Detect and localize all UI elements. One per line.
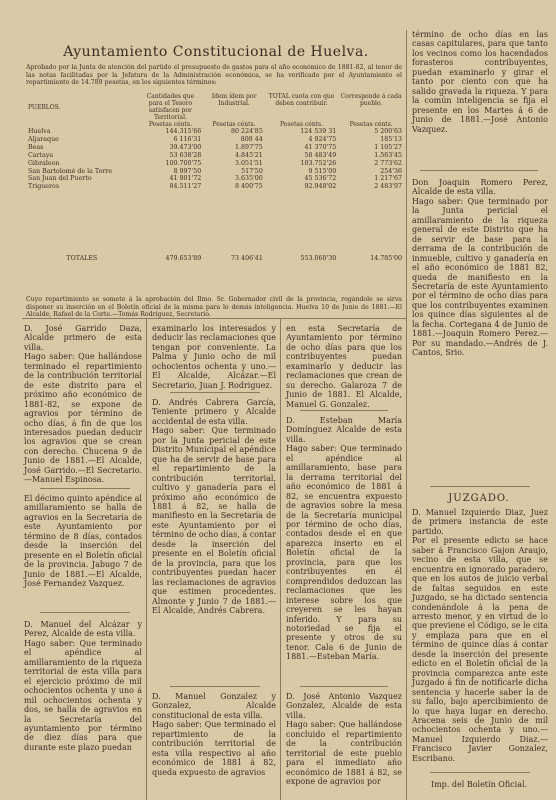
value-cell: 84.511'27: [169, 183, 202, 191]
notice-body: Hago saber: Que terminado el repartimiento de la contribución territorial de esta villa respectivo al año económico de 1881 á 82, queda expuesto de agravios: [152, 720, 276, 777]
aracena-edict: [412, 508, 548, 763]
notice-body: Hago saber: Que terminado por la Junta pericial el amillaramiento de la riqueza general de este Distrito que ha de servir de base para la derrama de la contribución de inmueble, cultivo y ganadería en el año económico de 1881 82, queda de manifiesto en la Secretaría de este Ayuntamiento por el término de ocho días para que los contribuyentes examinen los quince días siguientes al de la fecha. Cortegana 4 de Junio de 1881.—Joaquin Romero Perez.—Por su mandado.—Andrés de J. Cantos, Srio.: [412, 196, 548, 358]
notice-body: El décimo quinto apéndice al amillaramiento se halla de agravios en la Secretaría de este Ayuntamiento por término de 8 días, contados desde la inserción del presente en el Boletín oficial de la provincia. Jabugo 7 de Junio de 1881.—El Alcalde, José Fernandez Vazquez.: [24, 494, 142, 589]
chucena-notice: [24, 324, 142, 485]
column-rule: [146, 318, 147, 800]
value-cell: 41 370'75: [304, 143, 337, 151]
notice-heading: D. José Garrido Daza, Alcalde primero de esta villa.: [24, 324, 142, 352]
value-cell: 124 539 31: [300, 128, 337, 135]
total-cell: 553.060'30: [300, 255, 337, 263]
pueblo-cell: Huelva: [28, 128, 51, 135]
value-cell: 41 901'72: [169, 175, 202, 183]
la-palma-notice: [24, 620, 142, 752]
pueblo-cell: San Juan del Puerto: [28, 175, 92, 183]
jabugo-notice: [24, 494, 142, 589]
notice-divider: [420, 170, 538, 171]
value-cell: 1.897'75: [235, 143, 263, 151]
value-cell: 1 105'27: [374, 143, 402, 151]
table-row: [26, 136, 404, 144]
notice-body: Hago saber: Que terminado el apéndice al amillaramiento de la riqueza territorial de esta villa para el ejercicio próximo de mil ochocientos ochenta y uno á mil ochocientos ochenta y dos, se halla de agravios en la Secretaría del ayuntamiento por término de diez días para que durante este plazo puedan: [24, 638, 142, 752]
totals-row: [26, 255, 404, 263]
value-cell: 144.315'66: [165, 128, 202, 135]
total-cell: 73 406'41: [231, 255, 263, 263]
intro-paragraph: Aprobado por la Junta de atención del partido el presupuesto de gastos para el año económico de 1881-82, al tenor de las notas facilitadas por la Jefatura de la Administración económica, se ha verificado por el Ayuntamiento el repartimiento de 14.789 pesetas, en los siguientes términos:: [26, 64, 402, 87]
value-cell: 2 483'97: [374, 183, 402, 191]
column-rule: [280, 318, 281, 800]
la-palma-notice-continued: [152, 324, 276, 390]
almonte-notice: [152, 398, 276, 615]
notice-divider: [300, 686, 388, 687]
galaroza-notice: [152, 692, 276, 777]
value-cell: 45 536'72: [304, 175, 337, 183]
table-row: [26, 168, 404, 176]
value-cell: 185'13: [380, 135, 402, 143]
tax-distribution-table: [26, 93, 404, 263]
unit-label: Pesetas cénts.: [280, 121, 324, 128]
notice-body: Hago saber: Que terminado el apéndice al amillaramiento, base para la derrama territorial del año económico de 1881 á 82, se encuentra expuesto de agravios sobre la mesa de la Secretaría municipal por término de ocho días, contados desde el en que aparezca inserto en el Boletín oficial de la provincia, para que los contribuyentes en él comprendidos deduzcan las reclamaciones que les interese sobre los que creyeren se les hayan inferido. Y para su notoriedad se fija el presente y otros de su tenor. Cala 6 de Junio de 1881.—Esteban María.: [286, 444, 402, 662]
pueblo-cell: Gibraleon: [28, 159, 60, 167]
value-cell: 3.635'00: [235, 175, 263, 183]
value-cell: 4.845'21: [235, 151, 263, 159]
value-cell: 9 515'00: [308, 167, 337, 175]
value-cell: 103.752'26: [300, 159, 337, 167]
notice-divider: [300, 410, 388, 411]
pueblo-cell: San Bartolomé de la Torre: [28, 167, 113, 175]
table-row: [26, 160, 404, 168]
value-cell: 517'50: [241, 167, 263, 175]
notice-divider: [40, 488, 130, 489]
value-cell: 8 400'75: [235, 183, 263, 191]
value-cell: 2 773'62: [374, 159, 402, 167]
total-header: TOTAL cuota con que deben contribuir.: [268, 93, 335, 107]
value-cell: 92.948'02: [304, 183, 337, 191]
totals-label: TOTALES: [66, 255, 98, 263]
notice-divider: [430, 772, 530, 773]
cala-notice: [286, 416, 402, 662]
unit-label: Pesetas cénts.: [349, 121, 393, 128]
notice-heading: D. Manuel Gonzalez y Gonzalez, Alcalde constitucional de esta villa.: [152, 692, 276, 720]
notice-body: examinarlo los interesados y deducir las reclamaciones que tengan por conveniente. La Palma y Junio ocho de mil ochocientos ochenta y uno.—El Alcalde, Alcázar.—El Secretario, Juan J. Rodriguez.: [152, 324, 276, 390]
notice-heading: D. Andrés Cabrera García, Teniente primero y Alcalde accidental de esta villa.: [152, 398, 276, 426]
printer-imprint: Imp. del Boletín Oficial.: [430, 780, 528, 789]
notice-body: Hago saber: Que hallándose terminado el repartimiento de la contribución territorial de este distrito para el próximo año económico de 1881-82, se expone de agravios por término de ocho días, á fin de que los interesados puedan deducir los agravios que se crean con derecho. Chucena 9 de Junio de 1881.—El Alcalde, José Garrido.—El Secretario.—Manuel Espinosa.: [24, 352, 142, 485]
value-cell: 3.051'51: [235, 159, 263, 167]
value-cell: 58 483'49: [304, 151, 337, 159]
juzgado-heading: JUZGADO.: [448, 493, 510, 504]
vazquez-notice: [286, 692, 402, 787]
value-cell: 5 200'63: [374, 128, 402, 135]
table-row: [26, 183, 404, 191]
notice-heading: D. Manuel del Alcázar y Perez, Alcalde de esta villa.: [24, 620, 142, 639]
notice-heading: D. José Antonio Vazquez Gonzalez, Alcalde de esta villa.: [286, 692, 402, 720]
notice-body: Hago saber: Que hallándose concluido el repartimiento de la contribución territorial de este pueblo para el inmediato año económico de 1881 á 82, se expone de agravios por: [286, 720, 402, 787]
table-row: [26, 144, 404, 152]
value-cell: 4 924'75: [308, 135, 337, 143]
value-cell: 53 638'28: [169, 151, 202, 159]
galaroza-notice-continued: [286, 324, 402, 409]
unit-label: Pesetas cénts.: [148, 121, 192, 128]
corresponde-header: Corresponde á cada pueblo.: [340, 93, 402, 107]
value-cell: 254'36: [380, 167, 402, 175]
value-cell: 1 217'67: [374, 175, 402, 183]
table-row: [26, 128, 404, 136]
notice-body: Por el presente edicto se hace saber á Francisco Gajon Araujo, vecino de esta villa, que se encuentra en ignorado paradero, que en los autos de juicio verbal de faltas seguidos en este Juzgado, se ha dictado sentencia condenándole á la pena de arresto menor, y en virtud de lo que previene el Código, se le cita y emplaza para que en el término de quince días á contar desde la inserción del presente edicto en el Boletín oficial de la provincia comparezca ante este Juzgado á fin de notificarle dicha sentencia y hacerle saber la de su fallo, bajo apercibimiento de lo que haya lugar en derecho. Aracena seis de Junio de mil ochocientos ochenta y uno.—Manuel Izquierdo Diaz.—Francisco Javier Gonzalez, Escribano.: [412, 536, 548, 763]
pueblos-header: PUEBLOS.: [28, 103, 61, 111]
table-row: [26, 152, 404, 160]
notice-body: término de ocho días en las casas capitulares, para que tanto los vecinos como los hacendados forasteros contribuyentes, puedan examinarlo y girar el tanto por ciento con que ha salido gravada la riqueza. Y para la común inteligencia se fija el presente en los Martes á 6 de Junio de 1881.—José Antonio Vazquez.: [412, 30, 548, 134]
value-cell: 8 997'50: [173, 167, 202, 175]
value-cell: 808 44: [240, 135, 263, 143]
notice-body: Hago saber: Que terminado por la Junta pericial de este Distrito Municipal el apéndice que ha de servir de base para el repartimiento de la contribución territorial, cultivo y ganadería para el próximo año económico de 1881 á 82, se halla de manifiesto en la Secretaría de este Ayuntamiento por el término de ocho días, á contar desde la inserción del presente en el Boletín oficial de la provincia, para que los contribuyentes puedan hacer las reclamaciones de agravios que estimen procedentes. Almonte y Junio 7 de 1881.—El Alcalde, Andrés Cabrera.: [152, 426, 276, 615]
notice-divider: [170, 392, 260, 393]
column-rule: [406, 30, 407, 800]
notice-heading: Don Joaquin Romero Perez, Alcalde de esta villa.: [412, 178, 548, 197]
table-footnote: Cuyo repartimiento se somete á la aprobación del Ilmo. Sr. Gobernador civil de la provincia, rogándole se sirva disponer su inserción en el Boletín oficial de la misma para lo demás inteligencia. Huelva 10 de Junio de 1881.—El Alcalde, Rafael de la Corte.—Tomás Rodríguez, Secretario.: [26, 296, 402, 319]
pueblo-cell: Beas: [28, 143, 44, 151]
total-cell: 479.653'89: [165, 255, 202, 263]
notice-heading: D. Manuel Izquierdo Diaz, Juez de primera instancia de este partido.: [412, 508, 548, 536]
value-cell: 80 224'85: [231, 128, 263, 135]
value-cell: 100.700'75: [165, 159, 202, 167]
notice-divider: [170, 686, 260, 687]
notice-heading: D. Esteban María Domínguez Alcalde de esta villa.: [286, 416, 402, 444]
unit-label: Pesetas cénts.: [212, 121, 256, 128]
pueblo-cell: Cartaya: [28, 151, 54, 159]
right-notice-continued: [412, 30, 548, 134]
table-row: [26, 175, 404, 183]
territorial-header: Cantidades que para el Tesoro satisfacen por Territorial.: [146, 93, 195, 121]
total-cell: 14.785'00: [370, 255, 402, 263]
value-cell: 6 116'31: [173, 135, 202, 143]
notice-body: en esta Secretaría de Ayuntamiento por término de ocho días para que los contribuyentes puedan examinarlo y deducir las reclamaciones que crean de su derecho. Galaroza 7 de Junio de 1881. El Alcalde, Manuel G. Gonzalez.: [286, 324, 402, 409]
industrial-header: Idem ídem por Industrial.: [211, 93, 257, 107]
section-divider: [22, 318, 406, 319]
value-cell: 39.473'00: [169, 143, 202, 151]
page-title: Ayuntamiento Constitucional de Huelva.: [63, 44, 369, 60]
cortegana-notice: [412, 178, 548, 358]
pueblo-cell: Trigueros: [28, 183, 60, 191]
notice-divider: [430, 486, 530, 487]
notice-divider: [40, 612, 130, 613]
value-cell: 1.563'45: [374, 151, 402, 159]
pueblo-cell: Aljaraque: [28, 135, 59, 143]
